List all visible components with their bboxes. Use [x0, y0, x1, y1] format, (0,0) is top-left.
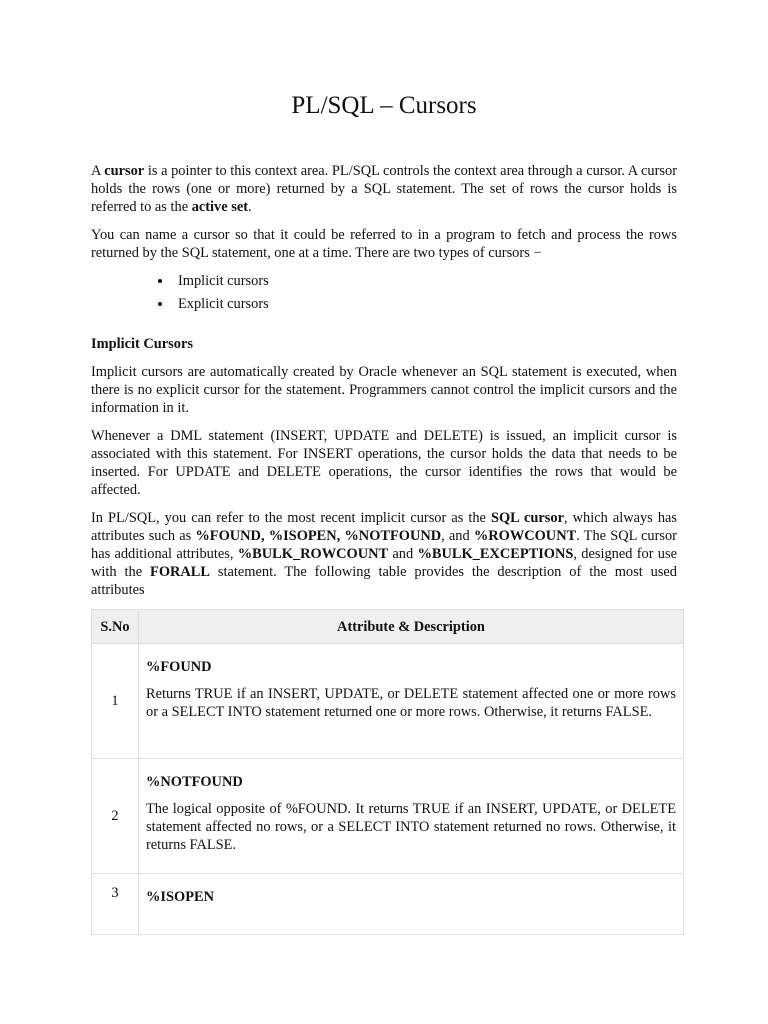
- attribute-description: The logical opposite of %FOUND. It returns TRUE if an INSERT, UPDATE, or DELETE statement affected no rows, or a SELECT INTO statement returned no rows. Otherwise, it returns FALSE.: [146, 801, 676, 853]
- rowcount-term: %ROWCOUNT: [473, 528, 577, 544]
- attribute-name: %FOUND: [146, 659, 212, 675]
- attribute-terms: %FOUND, %ISOPEN, %NOTFOUND: [195, 528, 442, 544]
- page-title: PL/SQL – Cursors: [291, 92, 477, 119]
- bulk-rowcount-term: %BULK_ROWCOUNT: [237, 546, 389, 562]
- document-body: [91, 162, 677, 935]
- implicit-paragraph-3: In PL/SQL, you can refer to the most recent implicit cursor as the SQL cursor, which always has attributes such as %FOUND, %ISOPEN, %NOTFOUND, and %ROWCOUNT. The SQL cursor has additional attributes, %BULK_ROWCOUNT and %BULK_EXCEPTIONS, designed for use with the FORALL statement. The following table provides the description of the most used attributes: [91, 510, 678, 598]
- section-heading-implicit: Implicit Cursors: [91, 336, 193, 352]
- implicit-paragraph-1: Implicit cursors are automatically created by Oracle whenever an SQL statement is executed, when there is no explicit cursor for the statement. Programmers cannot control the implicit cursors and the information in it.: [91, 364, 677, 416]
- attribute-name: %ISOPEN: [146, 889, 214, 905]
- cursor-term: cursor: [104, 163, 145, 179]
- attribute-description: Returns TRUE if an INSERT, UPDATE, or DELETE statement affected one or more rows or a SELECT INTO statement returned one or more rows. Otherwise, it returns FALSE.: [146, 686, 676, 720]
- attribute-name: %NOTFOUND: [146, 774, 243, 790]
- row-description-cell: [139, 759, 684, 874]
- implicit-paragraph-2: Whenever a DML statement (INSERT, UPDATE and DELETE) is issued, an implicit cursor is associated with this statement. For INSERT operations, the cursor holds the data that needs to be inserted. For UPDATE and DELETE operations, the cursor identifies the rows that would be affected.: [91, 428, 677, 498]
- table-row: [92, 644, 684, 759]
- row-number: 3: [92, 874, 139, 935]
- table-row: [92, 874, 684, 935]
- cursor-types-list: [91, 272, 677, 313]
- forall-term: FORALL: [150, 564, 210, 580]
- table-row: [92, 759, 684, 874]
- column-header-description: Attribute & Description: [139, 610, 684, 644]
- intro-paragraph-1: A cursor is a pointer to this context area. PL/SQL controls the context area through a cursor. A cursor holds the rows (one or more) returned by a SQL statement. The set of rows the cursor holds is referred to as the active set.: [91, 163, 677, 215]
- list-item: Explicit cursors: [178, 295, 677, 313]
- intro-paragraph-2: You can name a cursor so that it could be referred to in a program to fetch and process the rows returned by the SQL statement, one at a time. There are two types of cursors −: [91, 227, 677, 261]
- column-header-sno: S.No: [92, 610, 139, 644]
- table-header-row: [92, 610, 684, 644]
- attributes-table: [91, 609, 684, 935]
- active-set-term: active set: [191, 199, 249, 215]
- row-description-cell: [139, 874, 684, 935]
- list-item: Implicit cursors: [178, 272, 677, 290]
- row-number: 2: [92, 759, 139, 874]
- row-number: 1: [92, 644, 139, 759]
- row-description-cell: [139, 644, 684, 759]
- sql-cursor-term: SQL cursor: [490, 510, 564, 526]
- bulk-exceptions-term: %BULK_EXCEPTIONS: [417, 546, 574, 562]
